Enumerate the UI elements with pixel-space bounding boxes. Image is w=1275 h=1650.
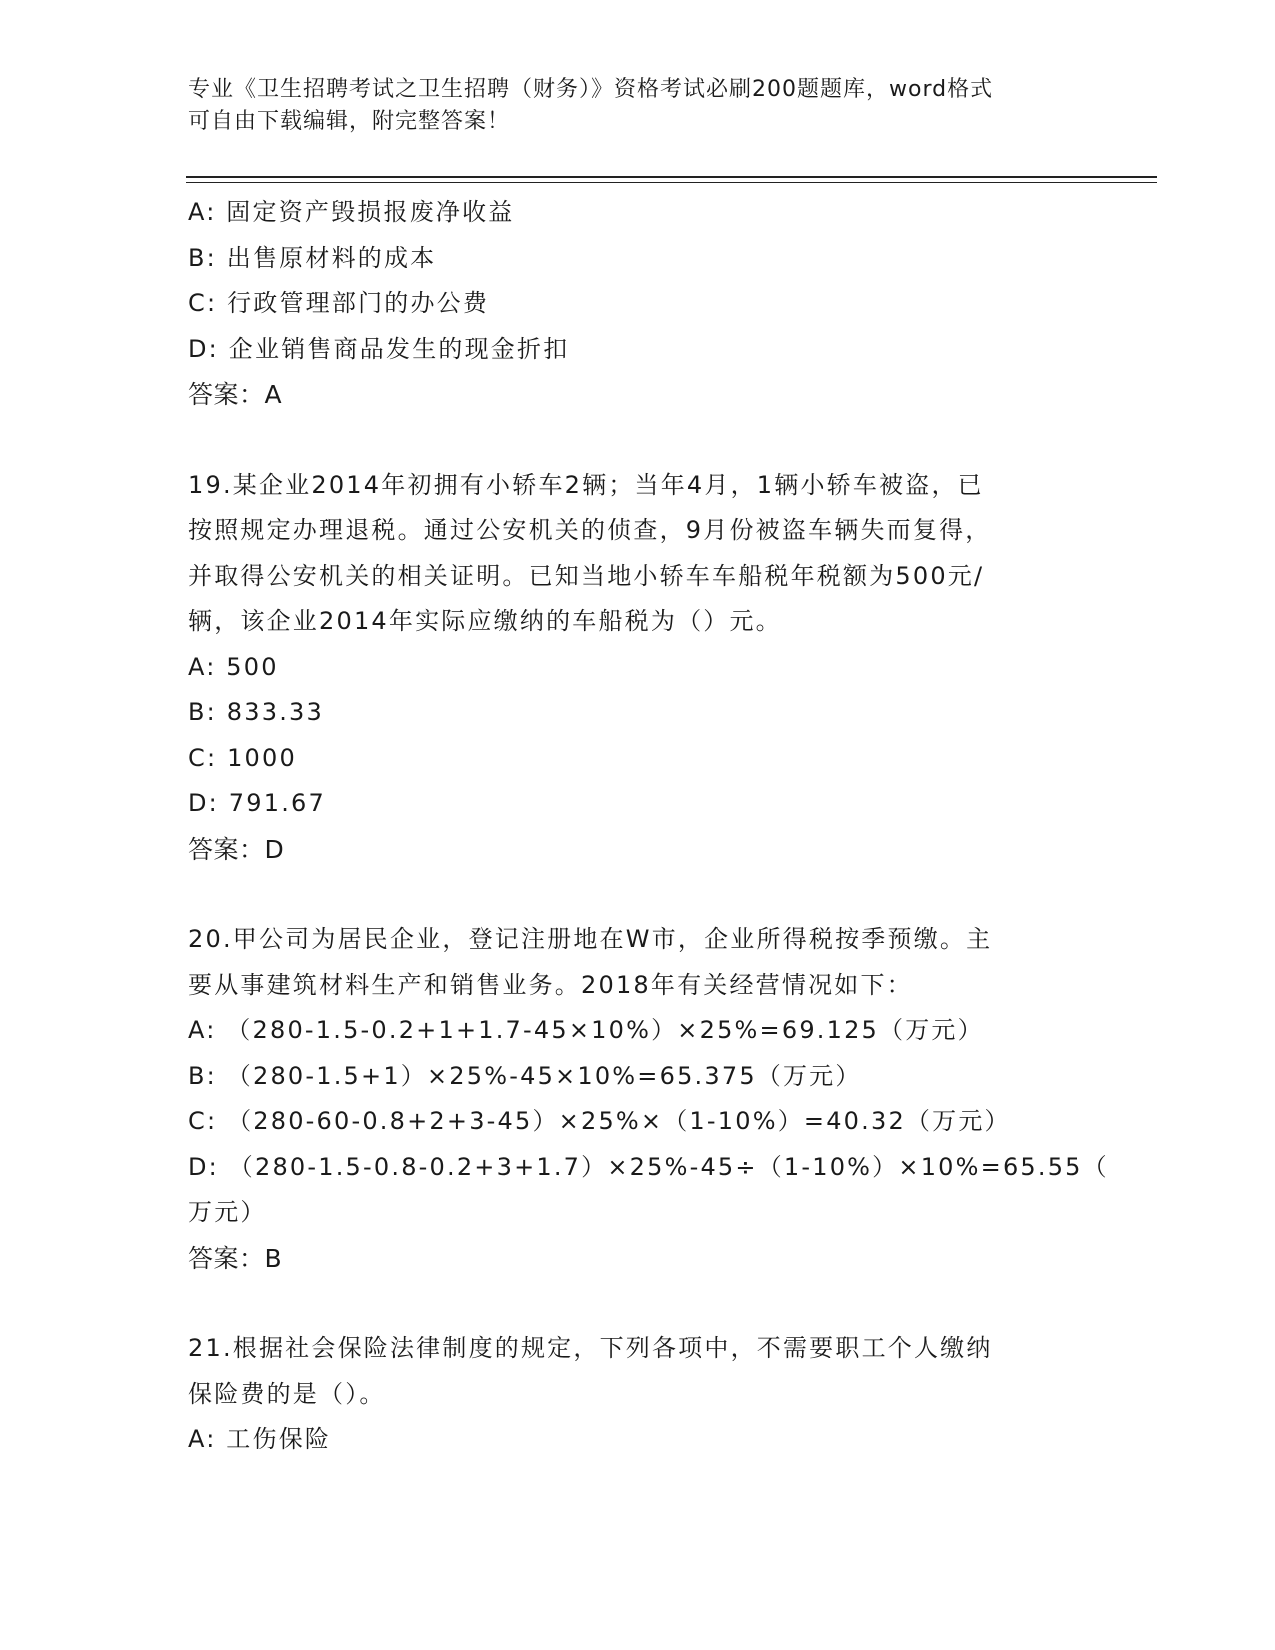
question-19 xyxy=(188,463,1088,873)
question-stem-line: 21.根据社会保险法律制度的规定，下列各项中，不需要职工个人缴纳 xyxy=(188,1334,993,1362)
answer: 答案：A xyxy=(188,380,283,409)
answer: 答案：B xyxy=(188,1243,283,1273)
header-divider xyxy=(186,176,1157,178)
option-a: A: 固定资产毁损报废净收益 xyxy=(188,198,515,226)
option-a: A: （280-1.5-0.2+1+1.7-45×10%）×25%=69.125（万元） xyxy=(188,1016,984,1044)
answer: 答案：D xyxy=(188,834,285,864)
option-a: A: 500 xyxy=(188,652,279,681)
option-d: D: 企业销售商品发生的现金折扣 xyxy=(188,334,570,363)
question-stem-line: 20.甲公司为居民企业，登记注册地在W市，企业所得税按季预缴。主 xyxy=(188,925,993,953)
option-b: B: 833.33 xyxy=(188,698,324,726)
header-line-2: 可自由下载编辑，附完整答案！ xyxy=(188,109,511,134)
question-stem-line: 辆，该企业2014年实际应缴纳的车船税为（）元。 xyxy=(188,607,782,635)
option-a: A: 工伤保险 xyxy=(188,1425,332,1453)
question-stem-line: 要从事建筑材料生产和销售业务。2018年有关经营情况如下： xyxy=(188,970,913,999)
option-c: C: 1000 xyxy=(188,743,297,772)
document-body xyxy=(188,190,1109,1463)
spacer xyxy=(188,418,1088,463)
option-c: C: 行政管理部门的办公费 xyxy=(188,289,490,317)
option-b: B: （280-1.5+1）×25%-45×10%=65.375（万元） xyxy=(188,1061,862,1090)
option-b: B: 出售原材料的成本 xyxy=(188,243,437,272)
question-20 xyxy=(188,917,1109,1281)
page-header xyxy=(188,74,1068,138)
question-stem-line: 19.某企业2014年初拥有小轿车2辆；当年4月，1辆小轿车被盗，已 xyxy=(188,470,984,499)
header-line-1: 专业《卫生招聘考试之卫生招聘（财务）》资格考试必刷200题题库，word格式 xyxy=(188,77,994,102)
header-divider-thin xyxy=(186,182,1157,183)
question-18 xyxy=(188,190,1088,418)
option-d-continued: 万元） xyxy=(188,1198,267,1226)
option-d: D: 791.67 xyxy=(188,789,326,817)
question-stem-line: 按照规定办理退税。通过公安机关的侦查，9月份被盗车辆失而复得， xyxy=(188,516,992,544)
question-21 xyxy=(188,1326,1088,1463)
spacer xyxy=(188,872,1088,917)
question-stem-line: 保险费的是（）。 xyxy=(188,1379,386,1408)
option-c: C: （280-60-0.8+2+3-45）×25%×（1-10%）=40.32（万元） xyxy=(188,1107,1011,1135)
option-d: D: （280-1.5-0.8-0.2+3+1.7）×25%-45÷（1-10%）×10%=65.55（ xyxy=(188,1152,1109,1181)
spacer xyxy=(188,1281,1088,1326)
question-stem-line: 并取得公安机关的相关证明。已知当地小轿车车船税年税额为500元/ xyxy=(188,561,985,590)
